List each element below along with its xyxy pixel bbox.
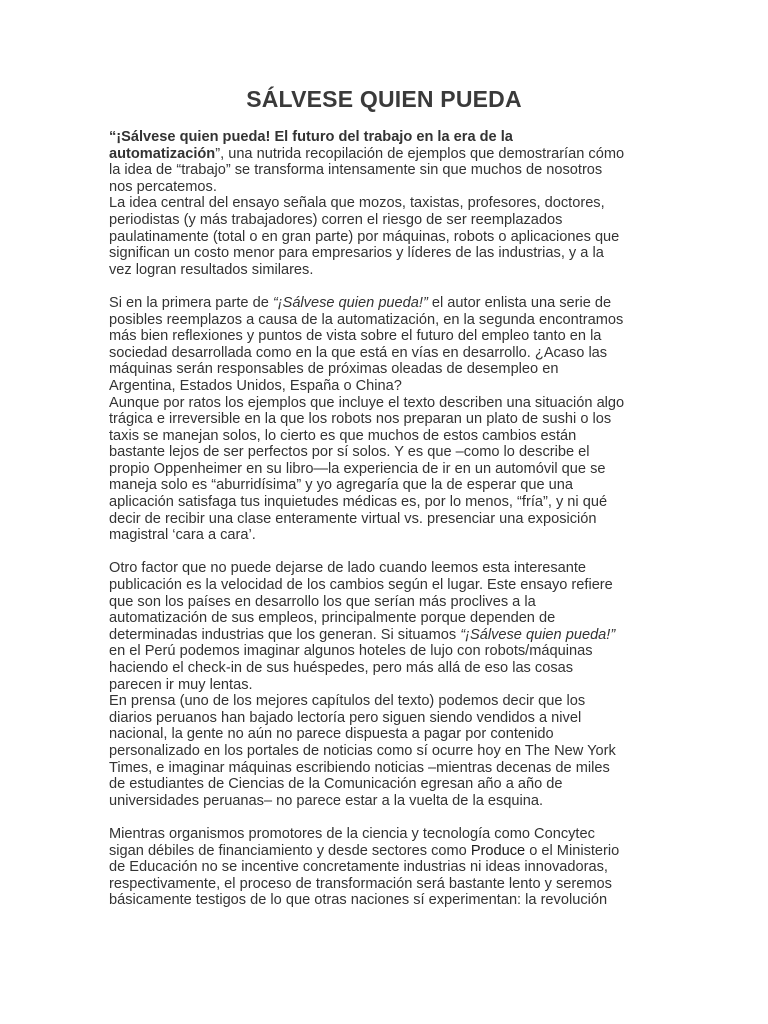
text-line xyxy=(109,843,669,860)
paragraph xyxy=(109,826,669,909)
text-line xyxy=(109,876,669,893)
text-span: decir de recibir una clase enteramente virtual vs. presenciar una exposición xyxy=(109,510,597,527)
text-line xyxy=(109,295,669,312)
text-span: en el Perú podemos imaginar algunos hoteles de lujo con robots/máquinas xyxy=(109,643,593,660)
text-line xyxy=(109,262,669,279)
document-title: SÁLVESE QUIEN PUEDA xyxy=(246,86,522,112)
text-line xyxy=(109,776,669,793)
text-line xyxy=(109,627,669,644)
text-span: el autor enlista una serie de xyxy=(427,294,612,311)
text-line xyxy=(109,726,669,743)
text-span: taxis se manejan solos, lo cierto es que muchos de estos cambios están xyxy=(109,427,577,444)
bold-text: automatización xyxy=(109,145,216,162)
text-line xyxy=(109,411,669,428)
text-span: la idea de “trabajo” se transforma intensamente sin que muchos de nosotros xyxy=(109,162,603,179)
paragraph xyxy=(109,560,669,809)
text-span: básicamente testigos de lo que otras naciones sí experimentan: la revolución xyxy=(109,892,608,909)
paragraph-gap xyxy=(109,278,669,295)
text-line xyxy=(109,859,669,876)
text-span: bastante lejos de ser perfectos por sí solos. Y es que –como lo describe el xyxy=(109,444,590,461)
text-span: maneja solo es “aburridísima” y yo agregaría que la de esperar que una xyxy=(109,477,574,494)
text-line xyxy=(109,345,669,362)
text-span: máquinas serán responsables de próximas oleadas de desempleo en xyxy=(109,361,559,378)
text-span: más bien reflexiones y puntos de vista sobre el futuro del empleo tanto en la xyxy=(109,328,602,345)
text-line xyxy=(109,212,669,229)
text-line xyxy=(109,461,669,478)
text-span: personalizado en los portales de noticias como sí ocurre hoy en The New York xyxy=(109,742,616,759)
text-line xyxy=(109,179,669,196)
text-span: de estudiantes de Ciencias de la Comunicación egresan año a año de xyxy=(109,776,563,793)
text-span: determinadas industrias que los generan. Si situamos xyxy=(109,626,461,643)
text-span: magistral ‘cara a cara’. xyxy=(109,527,256,544)
text-span: significan un costo menor para empresarios y líderes de las industrias, y a la xyxy=(109,245,604,262)
text-span: o el Ministerio xyxy=(525,842,620,859)
paragraph-gap xyxy=(109,544,669,561)
text-span: de Educación no se incentive concretamente industrias ni ideas innovadoras, xyxy=(109,859,608,876)
text-span: que son los países en desarrollo los que serían más proclives a la xyxy=(109,593,536,610)
book-title-italic: “¡Sálvese quien pueda!” xyxy=(460,626,616,643)
text-span: aplicación satisfaga tus inquietudes médicas es, por lo menos, “fría”, y ni qué xyxy=(109,494,608,511)
text-span: ”, una nutrida recopilación de ejemplos que demostrarían cómo xyxy=(215,145,625,162)
text-span: publicación es la velocidad de los cambios según el lugar. Este ensayo refiere xyxy=(109,577,613,594)
paragraph xyxy=(109,129,669,278)
text-line xyxy=(109,229,669,246)
text-span: Times, e imaginar máquinas escribiendo noticias –mientras decenas de miles xyxy=(109,759,610,776)
text-line xyxy=(109,577,669,594)
text-span: vez logran resultados similares. xyxy=(109,261,314,278)
text-span: universidades peruanas– no parece estar a la vuelta de la esquina. xyxy=(109,792,544,809)
text-line xyxy=(109,826,669,843)
text-line xyxy=(109,610,669,627)
text-span: trágica e irreversible en la que los robots nos preparan un plato de sushi o los xyxy=(109,411,612,428)
text-span: Produce xyxy=(470,842,526,859)
text-line xyxy=(109,444,669,461)
text-span: Si en la primera parte de xyxy=(109,294,273,311)
text-span: Argentina, Estados Unidos, España o China? xyxy=(109,377,402,394)
text-line xyxy=(109,594,669,611)
paragraph-gap xyxy=(109,809,669,826)
text-line xyxy=(109,560,669,577)
text-line xyxy=(109,361,669,378)
text-line xyxy=(109,693,669,710)
text-line xyxy=(109,146,669,163)
text-line xyxy=(109,677,669,694)
text-span: Otro factor que no puede dejarse de lado cuando leemos esta interesante xyxy=(109,560,587,577)
text-line xyxy=(109,743,669,760)
text-line xyxy=(109,195,669,212)
text-line xyxy=(109,245,669,262)
text-span: propio Oppenheimer en su libro—la experiencia de ir en un automóvil que se xyxy=(109,460,606,477)
text-line xyxy=(109,162,669,179)
document-body xyxy=(109,129,669,909)
text-line xyxy=(109,527,669,544)
text-span: En prensa (uno de los mejores capítulos del texto) podemos decir que los xyxy=(109,693,586,710)
text-span: nacional, la gente no aún no parece dispuesta a pagar por contenido xyxy=(109,726,554,743)
text-span: haciendo el check-in de sus huéspedes, pero más allá de eso las cosas xyxy=(109,660,574,676)
text-span: posibles reemplazos a causa de la automatización, en la segunda encontramos xyxy=(109,311,624,328)
text-span: Mientras organismos promotores de la ciencia y tecnología como Concytec xyxy=(109,825,595,842)
text-line xyxy=(109,793,669,810)
text-span: diarios peruanos han bajado lectoría pero siguen siendo vendidos a nivel xyxy=(109,709,582,726)
text-line xyxy=(109,428,669,445)
text-line xyxy=(109,378,669,395)
text-span: sigan débiles de financiamiento y desde sectores como xyxy=(109,842,471,859)
text-line xyxy=(109,760,669,777)
text-line xyxy=(109,643,669,660)
text-span: nos percatemos. xyxy=(109,178,217,195)
text-span: parecen ir muy lentas. xyxy=(109,676,253,693)
text-line xyxy=(109,892,669,909)
text-span: automatización de sus empleos, principalmente porque dependen de xyxy=(109,610,556,627)
text-span: paulatinamente (total o en gran parte) por máquinas, robots o aplicaciones que xyxy=(109,228,620,245)
book-title-italic: “¡Sálvese quien pueda!” xyxy=(272,294,428,311)
text-line xyxy=(109,710,669,727)
text-span: periodistas (y más trabajadores) corren el riesgo de ser reemplazados xyxy=(109,211,563,228)
text-line xyxy=(109,129,669,146)
text-line xyxy=(109,477,669,494)
text-line xyxy=(109,395,669,412)
text-line xyxy=(109,312,669,329)
text-line xyxy=(109,660,669,677)
text-line xyxy=(109,511,669,528)
text-line xyxy=(109,328,669,345)
bold-text: “¡Sálvese quien pueda! El futuro del trabajo en la era de la xyxy=(109,129,513,145)
text-span: La idea central del ensayo señala que mozos, taxistas, profesores, doctores, xyxy=(109,195,605,212)
paragraph xyxy=(109,295,669,544)
text-span: sociedad desarrollada como en la que está en vías en desarrollo. ¿Acaso las xyxy=(109,344,608,361)
text-span: Aunque por ratos los ejemplos que incluye el texto describen una situación algo xyxy=(109,394,625,411)
text-span: respectivamente, el proceso de transformación será bastante lento y seremos xyxy=(109,875,612,892)
text-line xyxy=(109,494,669,511)
